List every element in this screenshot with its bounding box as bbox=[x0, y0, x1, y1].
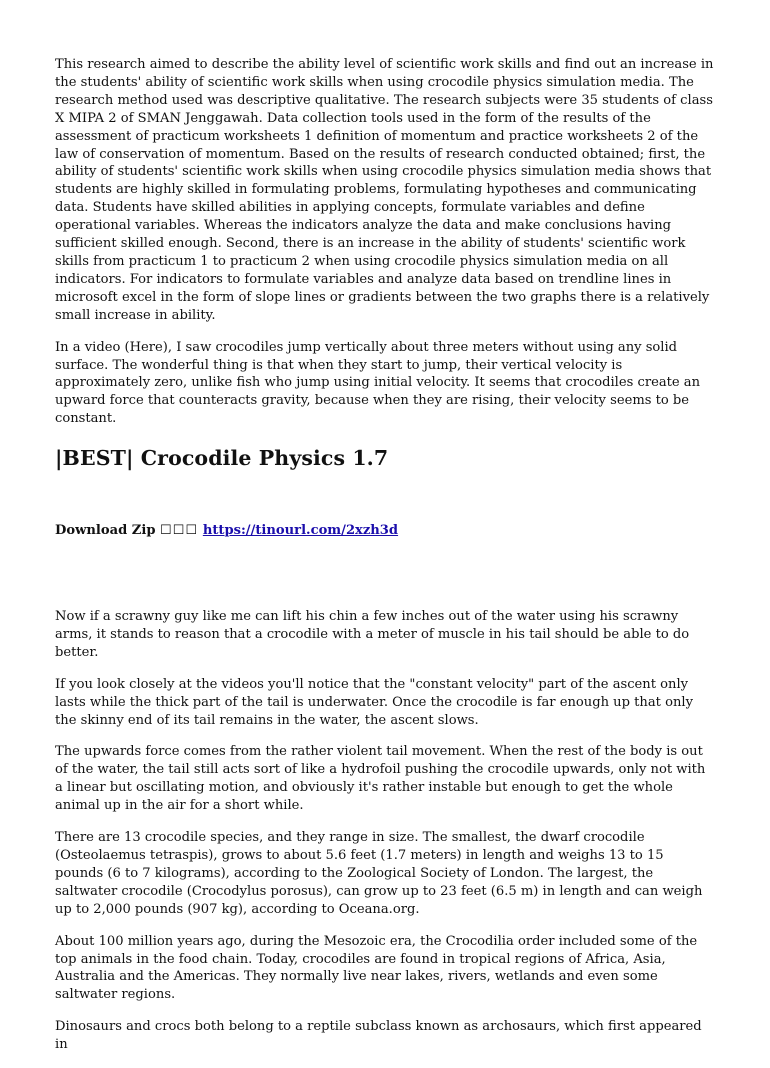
document-page bbox=[55, 56, 715, 1068]
body-paragraph-1: Now if a scrawny guy like me can lift his chin a few inches out of the water using his scrawny arms, it stands to reason that a crocodile with a meter of muscle in his tail should be able to do better. bbox=[55, 609, 690, 660]
body-paragraph-6: Dinosaurs and crocs both belong to a reptile subclass known as archosaurs, which first appeared in bbox=[55, 1019, 702, 1053]
download-link[interactable]: https://tinourl.com/2xzh3d bbox=[202, 523, 399, 539]
body-paragraph-5: About 100 million years ago, during the Mesozoic era, the Crocodilia order included some of the top animals in the food chain. Today, crocodiles are found in tropical regions of Africa, Asia, Australia and the Americas. They normally live near lakes, rivers, wetlands and even some saltwater regions. bbox=[55, 933, 698, 1003]
video-paragraph: In a video (Here), I saw crocodiles jump vertically about three meters without using any solid surface. The wonderful thing is that when they start to jump, their vertical velocity is approximately zero, unlike fish who jump using initial velocity. It seems that crocodiles create an upward force that counteracts gravity, because when they are rising, their velocity seems to be constant. bbox=[55, 339, 701, 427]
body-paragraph-3: The upwards force comes from the rather violent tail movement. When the rest of the body is out of the water, the tail still acts sort of like a hydrofoil pushing the crocodile upwards, only not with a linear but oscillating motion, and obviously it's rather instable but enough to get the whole animal up in the air for a short while. bbox=[55, 744, 706, 814]
placeholder-glyphs-icon: ☐☐☐ bbox=[160, 523, 199, 539]
body-paragraph-2: If you look closely at the videos you'll notice that the "constant velocity" part of the ascent only lasts while the thick part of the tail is underwater. Once the crocodile is far enough up that only the skinny end of its tail remains in the water, the ascent slows. bbox=[55, 676, 693, 728]
page-title: |BEST| Crocodile Physics 1.7 bbox=[55, 446, 389, 471]
download-line bbox=[55, 522, 715, 540]
abstract-paragraph: This research aimed to describe the ability level of scientific work skills and find out an increase in the students' ability of scientific work skills when using crocodile physics simulation media. The research method used was descriptive qualitative. The research subjects were 35 students of class X MIPA 2 of SMAN Jenggawah. Data collection tools used in the form of the results of the assessment of practicum worksheets 1 definition of momentum and practice worksheets 2 of the law of conservation of momentum. Based on the results of research conducted obtained; first, the ability of students' scientific work skills when using crocodile physics simulation media shows that students are highly skilled in formulating problems, formulating hypotheses and communicating data. Students have skilled abilities in applying concepts, formulate variables and define operational variables. Whereas the indicators analyze the data and make conclusions having sufficient skilled enough. Second, there is an increase in the ability of students' scientific work skills from practicum 1 to practicum 2 when using crocodile physics simulation media on all indicators. For indicators to formulate variables and analyze data based on trendline lines in microsoft excel in the form of slope lines or gradients between the two graphs there is a relatively small increase in ability. bbox=[55, 57, 714, 323]
download-label: Download Zip bbox=[55, 523, 156, 539]
body-paragraph-4: There are 13 crocodile species, and they range in size. The smallest, the dwarf crocodile (Osteolaemus tetraspis), grows to about 5.6 feet (1.7 meters) in length and weighs 13 to 15 pounds (6 to 7 kilograms), according to the Zoological Society of London. The largest, the saltwater crocodile (Crocodylus porosus), can grow up to 23 feet (6.5 m) in length and can weigh up to 2,000 pounds (907 kg), according to Oceana.org. bbox=[55, 830, 703, 917]
